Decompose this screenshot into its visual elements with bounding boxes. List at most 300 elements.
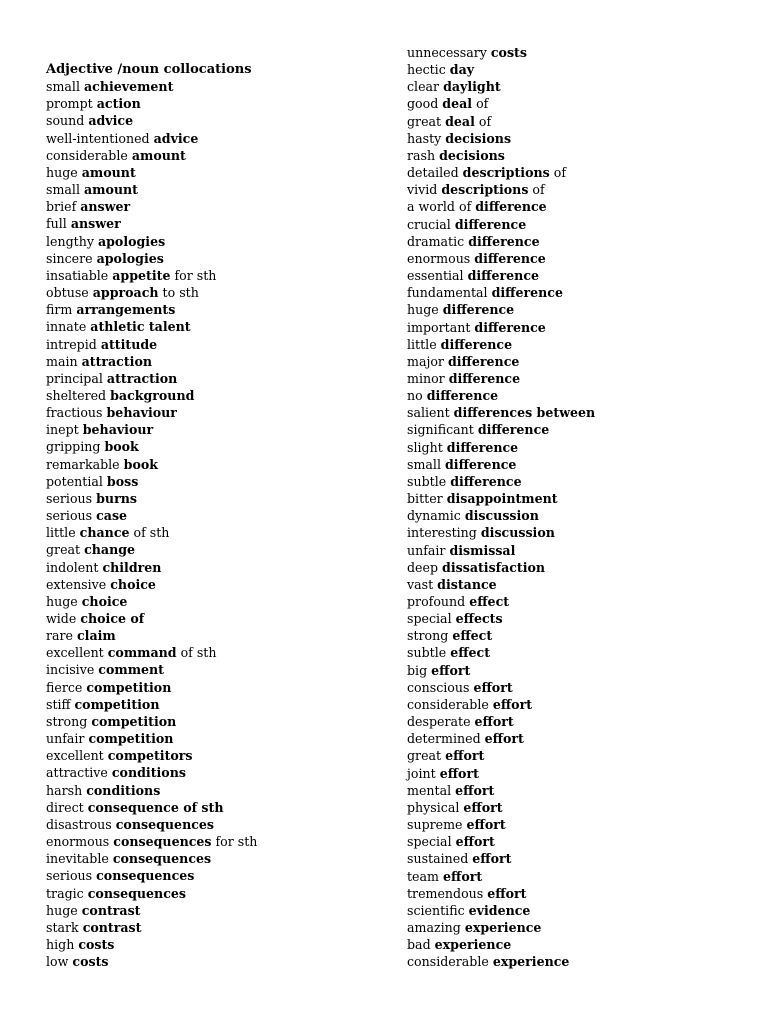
collocation-line <box>407 164 747 181</box>
collocation-noun: attitude <box>100 336 158 352</box>
collocation-noun: advice <box>88 113 134 129</box>
collocation-noun: decisions <box>439 147 505 163</box>
collocation-line <box>407 267 747 284</box>
collocation-adjective: serious <box>46 490 97 506</box>
collocation-noun: distance <box>437 576 497 592</box>
collocation-line <box>46 95 376 112</box>
collocation-adjective: no <box>407 388 427 404</box>
collocation-noun: background <box>110 387 195 403</box>
collocation-noun: claim <box>77 628 116 644</box>
collocation-noun: effort <box>466 817 506 833</box>
collocation-noun: book <box>123 456 158 472</box>
collocation-line <box>407 576 747 593</box>
collocation-noun: change <box>84 542 136 558</box>
collocation-line <box>407 439 747 456</box>
collocation-adjective: hasty <box>407 130 446 146</box>
collocation-noun: discussion <box>464 508 539 524</box>
collocation-noun: behaviour <box>106 405 177 421</box>
collocation-adjective: small <box>46 79 84 95</box>
collocation-adjective: crucial <box>407 216 455 232</box>
collocation-adjective: insatiable <box>46 267 113 283</box>
collocation-line <box>407 490 747 507</box>
collocation-line <box>407 284 747 301</box>
collocation-noun: choice <box>110 576 156 592</box>
collocation-adjective: sincere <box>46 250 97 266</box>
collocation-noun: answer <box>70 216 121 232</box>
collocation-line <box>407 799 747 816</box>
collocation-line <box>46 284 376 301</box>
collocation-noun: difference <box>448 370 521 386</box>
collocation-adjective: deep <box>407 559 443 575</box>
collocation-line <box>46 336 376 353</box>
collocation-adjective: inept <box>46 422 83 438</box>
collocation-line <box>46 696 376 713</box>
collocation-adjective: sound <box>46 113 89 129</box>
right-column <box>407 44 747 970</box>
collocation-adjective: enormous <box>46 834 114 850</box>
collocation-noun: consequences <box>96 868 195 884</box>
collocation-noun: descriptions <box>462 165 550 181</box>
collocation-adjective: special <box>407 611 456 627</box>
collocation-line <box>407 456 747 473</box>
collocation-adjective: strong <box>407 628 453 644</box>
collocation-adjective: fundamental <box>407 285 492 301</box>
collocation-line <box>407 696 747 713</box>
collocation-adjective: considerable <box>46 147 132 163</box>
collocation-noun: consequences <box>113 834 212 850</box>
collocation-noun: chance <box>79 525 130 541</box>
collocation-noun: difference <box>442 302 515 318</box>
collocation-noun: effort <box>439 765 479 781</box>
collocation-line <box>407 782 747 799</box>
collocation-line <box>407 473 747 490</box>
collocation-noun: dismissal <box>449 542 516 558</box>
collocation-adjective: fierce <box>46 679 87 695</box>
collocation-line <box>407 833 747 850</box>
collocation-line <box>407 747 747 764</box>
collocation-adjective: big <box>407 662 432 678</box>
collocation-line <box>407 524 747 541</box>
collocation-line <box>407 713 747 730</box>
collocation-line <box>46 78 376 95</box>
collocation-noun: competitors <box>107 748 193 764</box>
collocation-adjective: gripping <box>46 439 105 455</box>
collocation-line <box>46 576 376 593</box>
collocation-line <box>46 456 376 473</box>
collocation-adjective: tremendous <box>407 885 488 901</box>
collocation-noun: burns <box>96 490 137 506</box>
collocation-adjective: little <box>46 525 80 541</box>
collocation-line <box>46 438 376 455</box>
collocation-adjective: tragic <box>46 885 88 901</box>
collocation-line <box>46 353 376 370</box>
collocation-noun: experience <box>492 954 570 970</box>
collocation-noun: apologies <box>97 233 166 249</box>
collocation-adjective: slight <box>407 439 447 455</box>
collocation-noun: case <box>96 508 128 524</box>
collocation-line <box>407 679 747 696</box>
collocation-line <box>46 541 376 558</box>
collocation-noun: effects <box>455 611 503 627</box>
collocation-line <box>46 782 376 799</box>
collocation-line <box>407 130 747 147</box>
collocation-noun: evidence <box>468 902 531 918</box>
collocation-suffix: of sth <box>129 525 170 541</box>
collocation-noun: deal <box>442 96 473 112</box>
collocation-adjective: serious <box>46 508 97 524</box>
collocation-line <box>46 627 376 644</box>
collocation-line <box>407 868 747 885</box>
collocation-adjective: strong <box>46 713 92 729</box>
collocation-line <box>46 713 376 730</box>
collocation-line <box>407 421 747 438</box>
collocation-noun: effect <box>452 628 493 644</box>
collocation-adjective: remarkable <box>46 456 124 472</box>
collocation-suffix: of <box>528 182 545 198</box>
collocation-adjective: dynamic <box>407 508 465 524</box>
collocation-noun: consequences <box>115 816 214 832</box>
collocation-line <box>46 301 376 318</box>
collocation-adjective: potential <box>46 473 107 489</box>
collocation-noun: experience <box>464 919 542 935</box>
collocation-noun: children <box>102 559 162 575</box>
collocation-adjective: profound <box>407 594 470 609</box>
collocation-adjective: scientific <box>407 902 469 918</box>
collocation-noun: approach <box>92 285 159 301</box>
collocation-line <box>46 816 376 833</box>
collocation-noun: effect <box>469 594 510 609</box>
collocation-line <box>407 113 747 130</box>
collocation-adjective: direct <box>46 799 88 815</box>
collocation-noun: arrangements <box>76 302 176 318</box>
collocation-line <box>46 250 376 267</box>
collocation-line <box>407 610 747 627</box>
collocation-noun: difference <box>474 319 546 335</box>
collocation-line <box>407 644 747 661</box>
collocation-noun: costs <box>72 954 109 970</box>
collocation-noun: discussion <box>480 525 555 541</box>
collocation-line <box>407 233 747 250</box>
collocation-line <box>407 404 747 421</box>
collocation-noun: differences between <box>453 405 596 421</box>
collocation-line <box>46 644 376 661</box>
collocation-suffix: of <box>549 165 566 181</box>
collocation-line <box>407 387 747 404</box>
collocation-line <box>46 181 376 198</box>
collocation-noun: difference <box>440 336 513 352</box>
collocation-adjective: unfair <box>46 731 89 747</box>
collocation-adjective: rash <box>407 147 440 163</box>
collocation-adjective: subtle <box>407 645 451 661</box>
collocation-line <box>46 507 376 524</box>
collocation-noun: conditions <box>111 765 186 781</box>
collocation-adjective: desperate <box>407 714 475 730</box>
collocation-adjective: important <box>407 319 475 335</box>
collocation-line <box>407 44 747 61</box>
collocation-adjective: team <box>407 868 443 884</box>
collocation-noun: competition <box>74 696 160 712</box>
collocation-line <box>407 662 747 679</box>
collocation-noun: amount <box>81 164 136 180</box>
collocation-adjective: innate <box>46 319 91 335</box>
collocation-adjective: essential <box>407 268 468 284</box>
collocation-line <box>46 885 376 902</box>
collocation-noun: choice <box>81 593 128 609</box>
collocation-noun: effort <box>431 662 471 678</box>
collocation-line <box>407 95 747 112</box>
collocation-noun: choice of <box>80 611 145 626</box>
collocation-noun: effort <box>445 748 485 764</box>
collocation-line <box>46 902 376 919</box>
collocation-adjective: incisive <box>46 662 99 678</box>
collocation-line <box>407 61 747 78</box>
collocation-noun: effort <box>442 868 483 884</box>
collocation-adjective: sustained <box>407 851 473 867</box>
collocation-line <box>407 370 747 387</box>
collocation-adjective: special <box>407 834 456 850</box>
collocation-adjective: sheltered <box>46 387 111 403</box>
collocation-line <box>46 799 376 816</box>
collocation-line <box>46 524 376 541</box>
collocation-noun: consequences <box>112 851 212 867</box>
collocation-noun: consequences <box>87 885 186 901</box>
collocation-line <box>46 112 376 129</box>
collocation-line <box>46 661 376 678</box>
collocation-line <box>46 164 376 181</box>
collocation-noun: difference <box>426 388 499 404</box>
collocation-line <box>46 130 376 147</box>
collocation-adjective: stiff <box>46 696 75 712</box>
collocation-noun: difference <box>446 439 519 455</box>
collocation-adjective: salient <box>407 405 454 421</box>
collocation-line <box>407 885 747 902</box>
collocation-noun: amount <box>83 182 138 198</box>
collocation-adjective: unnecessary <box>407 45 491 60</box>
collocation-line <box>407 850 747 867</box>
collocation-noun: answer <box>80 199 131 215</box>
collocation-noun: costs <box>490 45 527 60</box>
collocation-line <box>46 953 376 970</box>
collocation-noun: competition <box>91 713 177 729</box>
collocation-adjective: full <box>46 216 71 232</box>
collocation-adjective: vivid <box>407 182 442 198</box>
collocation-adjective: physical <box>407 799 464 815</box>
collocation-noun: difference <box>477 422 550 438</box>
collocation-line <box>46 215 376 232</box>
collocation-line <box>407 627 747 644</box>
collocation-adjective: lengthy <box>46 233 98 249</box>
collocation-noun: difference <box>474 250 546 266</box>
collocation-adjective: good <box>407 96 443 112</box>
collocation-line <box>46 679 376 696</box>
collocation-adjective: mental <box>407 782 456 798</box>
collocation-line <box>407 730 747 747</box>
collocation-line <box>46 233 376 250</box>
collocation-noun: costs <box>78 936 115 952</box>
collocation-noun: effort <box>463 799 503 815</box>
collocation-noun: effort <box>455 834 495 850</box>
collocation-noun: contrast <box>81 902 141 918</box>
collocation-adjective: little <box>407 336 441 352</box>
collocation-adjective: hectic <box>407 62 450 78</box>
collocation-adjective: small <box>46 182 84 198</box>
collocation-line <box>407 250 747 267</box>
collocation-noun: difference <box>491 285 563 301</box>
collocation-line <box>46 867 376 884</box>
collocation-adjective: huge <box>407 302 443 318</box>
collocation-line <box>407 919 747 936</box>
collocation-noun: competition <box>86 679 172 695</box>
collocation-adjective: obtuse <box>46 285 93 301</box>
collocation-adjective: interesting <box>407 525 481 541</box>
collocation-noun: conditions <box>86 782 161 798</box>
collocation-line <box>46 370 376 387</box>
collocation-noun: difference <box>475 199 547 215</box>
collocation-adjective: firm <box>46 302 77 318</box>
collocation-adjective: determined <box>407 731 485 747</box>
collocation-suffix: for sth <box>211 834 258 850</box>
collocation-adjective: inevitable <box>46 851 113 867</box>
collocation-noun: effort <box>472 851 512 867</box>
collocation-line <box>407 593 747 610</box>
collocation-line <box>407 216 747 233</box>
collocation-line <box>407 902 747 919</box>
collocation-noun: effort <box>455 782 495 798</box>
collocation-adjective: amazing <box>407 919 465 935</box>
collocation-adjective: indolent <box>46 559 103 575</box>
collocation-noun: descriptions <box>441 182 529 198</box>
collocation-line <box>46 593 376 610</box>
collocation-noun: attraction <box>81 353 153 369</box>
collocation-adjective: great <box>407 113 446 129</box>
collocation-adjective: prompt <box>46 96 97 112</box>
collocation-adjective: vast <box>407 576 438 592</box>
collocation-line <box>46 747 376 764</box>
collocation-adjective: huge <box>46 164 82 180</box>
collocation-noun: book <box>104 439 139 455</box>
collocation-list-left <box>46 78 376 970</box>
collocation-noun: daylight <box>443 79 501 95</box>
collocation-line <box>46 764 376 781</box>
collocation-suffix: of <box>474 113 492 129</box>
collocation-line <box>407 336 747 353</box>
collocation-adjective: harsh <box>46 782 87 798</box>
collocation-adjective: high <box>46 936 79 952</box>
collocation-adjective: small <box>407 456 445 472</box>
collocation-line <box>46 267 376 284</box>
collocation-line <box>407 319 747 336</box>
collocation-noun: effort <box>473 679 513 695</box>
collocation-noun: difference <box>447 353 520 369</box>
collocation-adjective: great <box>407 748 446 764</box>
collocation-adjective: principal <box>46 370 107 386</box>
collocation-adjective: disastrous <box>46 816 116 832</box>
collocation-adjective: enormous <box>407 250 475 266</box>
collocation-adjective: excellent <box>46 748 108 764</box>
collocation-noun: day <box>449 62 475 78</box>
collocation-noun: achievement <box>83 79 174 95</box>
collocation-adjective: subtle <box>407 473 451 489</box>
collocation-noun: difference <box>468 233 540 249</box>
collocation-adjective: unfair <box>407 542 450 558</box>
collocation-noun: effort <box>474 714 514 730</box>
collocation-noun: experience <box>434 937 512 953</box>
collocation-noun: effort <box>484 731 524 747</box>
collocation-noun: dissatisfaction <box>442 559 546 575</box>
collocation-adjective: well-intentioned <box>46 130 154 146</box>
collocation-suffix: to sth <box>158 285 199 301</box>
collocation-noun: effort <box>487 885 527 901</box>
collocation-adjective: attractive <box>46 765 112 781</box>
collocation-line <box>407 507 747 524</box>
collocation-adjective: low <box>46 954 73 970</box>
collocation-noun: disappointment <box>446 491 558 507</box>
collocation-suffix: of <box>472 96 489 112</box>
collocation-noun: contrast <box>82 919 142 935</box>
collocation-line <box>46 833 376 850</box>
collocation-adjective: considerable <box>407 954 493 970</box>
collocation-line <box>407 301 747 318</box>
collocation-adjective: dramatic <box>407 233 469 249</box>
collocation-adjective: great <box>46 542 85 558</box>
collocation-adjective: conscious <box>407 679 474 695</box>
collocation-noun: apologies <box>96 250 164 266</box>
collocation-noun: difference <box>450 473 522 489</box>
collocation-line <box>46 610 376 627</box>
collocation-line <box>407 542 747 559</box>
collocation-adjective: major <box>407 353 448 369</box>
collocation-line <box>407 953 747 970</box>
collocation-line <box>46 404 376 421</box>
collocation-adjective: wide <box>46 611 81 626</box>
collocation-adjective: rare <box>46 628 78 644</box>
collocation-adjective: bitter <box>407 491 447 507</box>
collocation-suffix: of sth <box>176 645 217 661</box>
collocation-noun: advice <box>153 130 199 146</box>
collocation-line <box>407 147 747 164</box>
collocation-line <box>407 816 747 833</box>
page-title: Adjective /noun collocations <box>46 62 252 77</box>
collocation-adjective: a world of <box>407 199 476 215</box>
collocation-adjective: minor <box>407 370 449 386</box>
collocation-adjective: excellent <box>46 645 108 661</box>
collocation-noun: difference <box>444 456 517 472</box>
collocation-adjective: extensive <box>46 576 111 592</box>
collocation-noun: appetite <box>112 267 171 283</box>
collocation-line <box>407 181 747 198</box>
collocation-line <box>407 353 747 370</box>
collocation-noun: consequence of sth <box>87 799 224 815</box>
collocation-adjective: fractious <box>46 405 107 421</box>
collocation-noun: difference <box>454 216 527 232</box>
collocation-noun: decisions <box>445 130 512 146</box>
collocation-adjective: stark <box>46 919 83 935</box>
collocation-noun: amount <box>131 147 186 163</box>
collocation-noun: effort <box>492 696 533 712</box>
collocation-noun: behaviour <box>82 422 154 438</box>
collocation-noun: attraction <box>106 370 178 386</box>
collocation-noun: action <box>96 96 141 112</box>
collocation-adjective: detailed <box>407 165 463 181</box>
collocation-noun: difference <box>467 268 540 284</box>
collocation-line <box>46 490 376 507</box>
collocation-line <box>407 936 747 953</box>
collocation-noun: competition <box>88 731 174 747</box>
collocation-line <box>407 559 747 576</box>
collocation-adjective: joint <box>407 765 440 781</box>
collocation-adjective: significant <box>407 422 478 438</box>
collocation-noun: boss <box>106 473 139 489</box>
